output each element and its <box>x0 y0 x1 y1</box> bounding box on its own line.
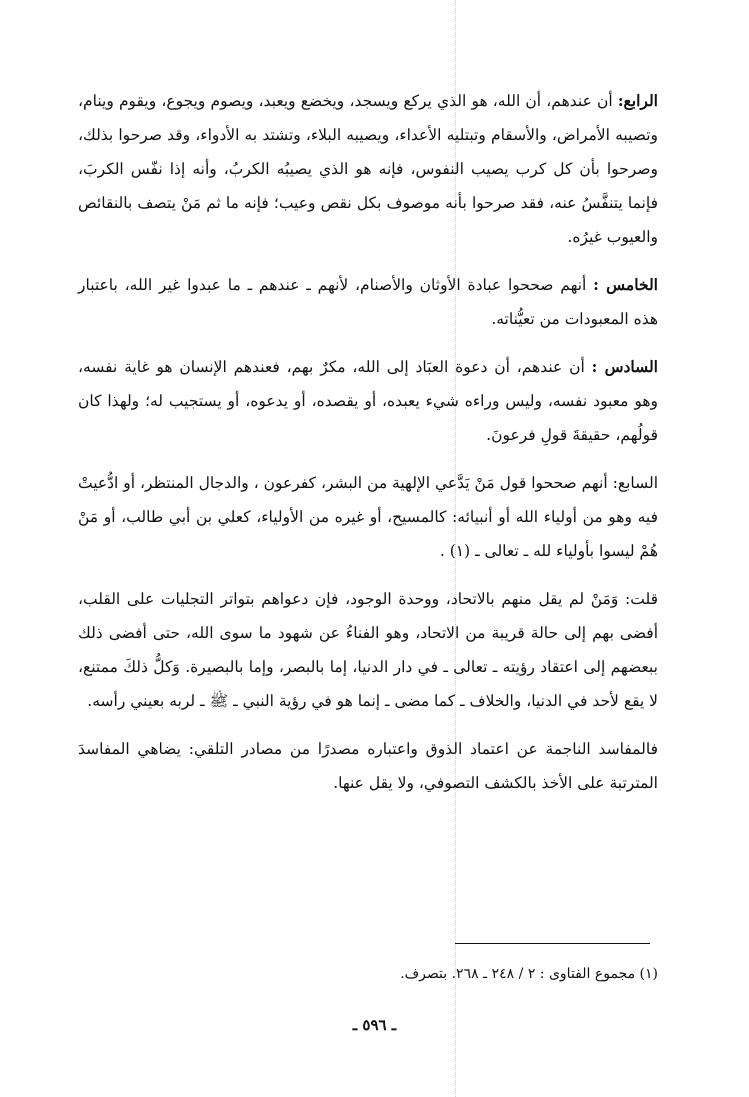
paragraph-lead: السادس : <box>591 357 658 376</box>
paragraph-body: أن عندهم، أن الله، هو الذي يركع ويسجد، ويخضع ويعبد، ويصوم ويجوع، ويقوم وينام، وتصيبه الأمراض، والأسقام وتبتليه الأعداء، ويصيبه البلاء، وتشتد به الأدواء، وقد صرحوا بذلك، وصرحوا بأن كل كرب يصيب النفوس، فإنه هو الذي يصيبُه الكربُ، وأنه إذا نفّس الكربَ، فإنما يتنفَّسُ عنه، فقد صرحوا بأنه موصوف بكل نقص وعيب؛ فإنه ما ثم مَنْ يتصف بالنقائص والعيوب غيرُه. <box>78 92 658 246</box>
footnote-separator <box>455 943 650 944</box>
paragraph-comment <box>78 582 658 718</box>
paragraph-body: السابع: أنهم صححوا قول مَنْ يَدَّعي الإلهية من البشر، كفرعون ، والدجال المنتظر، أو ادُّعيتْ فيه وهو من أولياء الله أو أنبيائه: كالمسيح، أو غيره من الأولياء، كعلي بن أبي طالب، أو مَنْ هُمْ ليسوا بأولياء لله ـ تعالى ـ (١) . <box>78 474 658 560</box>
paragraph-body: قلت: وَمَنْ لم يقل منهم بالاتحاد، ووحدة الوجود، فإن دعواهم بتواتر التجليات على القلب، أفضى بهم إلى حالة قريبة من الاتحاد، وهو الفناءُ عن شهود ما سوى الله، حتى أفضى ذلك ببعضهم إلى اعتقاد رؤيته ـ تعالى ـ في دار الدنيا، إما بالبصر، وإما بالبصيرة. وَكلُّ ذلكَ ممتنع، لا يقع لأحد في الدنيا، والخلاف ـ كما مضى ـ إنما هو في رؤية النبي ـ ﷺ ـ لربه بعيني رأسه. <box>78 590 658 710</box>
paragraph-lead: الرابع: <box>617 91 658 110</box>
paragraph-sixth <box>78 350 658 452</box>
paragraph-conclusion <box>78 732 658 800</box>
page-number: ـ ٥٩٦ ـ <box>352 1016 397 1034</box>
paragraph-lead: الخامس : <box>593 275 658 294</box>
paragraph-fourth <box>78 84 658 254</box>
paragraph-body: أن عندهم، أن دعوة العبَاد إلى الله، مكرٌ بهم، فعندهم الإنسان هو غاية نفسه، وهو معبود نفسه، وليس وراءه شيء يعبده، أو يقصده، أو يدعوه، أو يستجيب له؛ ولهذا كان قولُهم، حقيقةَ قولِ فرعونَ. <box>78 358 658 444</box>
paragraph-body: أنهم صححوا عبادة الأوثان والأصنام، لأنهم ـ عندهم ـ ما عبدوا غير الله، باعتبار هذه المعبودات من تعيُّناته. <box>78 276 658 328</box>
paragraph-body: فالمفاسد الناجمة عن اعتماد الذوق واعتباره مصدرًا من مصادر التلقي: يضاهي المفاسدَ المترتبة على الأخذ بالكشف التصوفي، ولا يقل عنها. <box>78 740 658 792</box>
paragraph-seventh <box>78 466 658 568</box>
paragraph-fifth <box>78 268 658 336</box>
main-text <box>78 84 658 814</box>
footnote: (١) مجموع الفتاوى : ٢ / ٢٤٨ ـ ٢٦٨. بتصرف. <box>400 966 658 982</box>
